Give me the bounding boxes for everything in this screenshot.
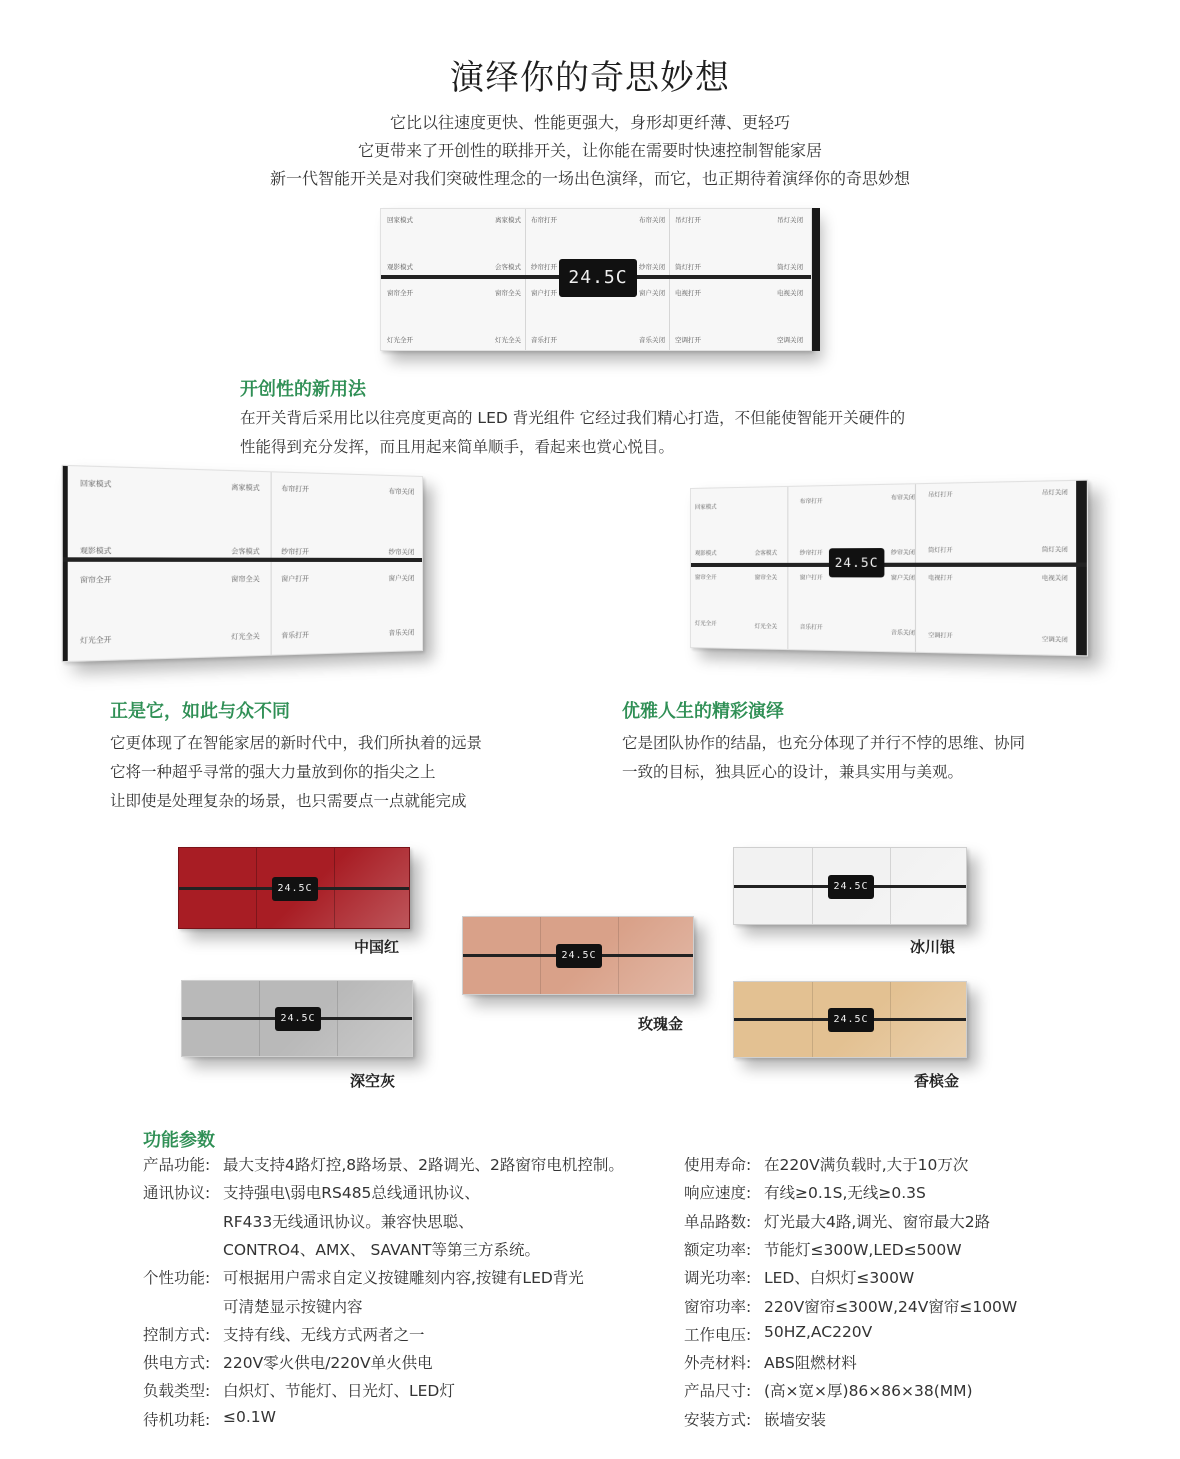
panel-key-label: 音乐打开 [281,630,309,640]
panel-key-label: 纱帘关闭 [639,263,665,271]
spec-label: 负载类型: [143,1382,211,1401]
spec-label: 通讯协议: [143,1184,211,1203]
section1-heading: 开创性的新用法 [240,379,366,400]
hero-switch-panel [380,208,812,351]
left-switch-panel [62,465,423,663]
spec-value: 支持强电\弱电RS485总线通讯协议、 [223,1184,480,1203]
mini-temperature-display: 24.5C [556,944,602,968]
panel-key-label: 音乐关闭 [890,630,915,637]
panel-key-label: 观影模式 [387,263,413,271]
panel-key-label: 筒灯关闭 [1041,547,1068,554]
panel-key-label: 吊灯打开 [928,492,953,499]
panel-key-label: 回家模式 [80,478,112,489]
spec-label: 产品功能: [143,1156,211,1174]
temperature-display: 24.5C [559,259,637,297]
panel-key-label: 音乐关闭 [639,336,665,344]
panel-key-label: 音乐关闭 [388,628,415,637]
intro-line-2: 它更带来了开创性的联排开关，让你能在需要时快速控制智能家居 [357,141,822,160]
section3-line-2: 一致的目标，独具匠心的设计，兼具实用与美观。 [622,763,964,781]
panel-key-label: 回家模式 [694,504,717,511]
panel-key-label: 布帘打开 [799,498,823,506]
panel-key-label: 纱帘打开 [281,547,309,556]
panel-key-label: 纱帘打开 [799,550,823,557]
panel-key-label: 灯光全开 [694,621,717,628]
panel-champagne [733,981,967,1058]
panel-key-label: 观影模式 [694,550,717,557]
spec-label: 待机功耗: [143,1410,211,1429]
mini-temperature-display: 24.5C [272,877,318,901]
panel-key-label: 窗户关闭 [388,574,415,583]
spec-label: 工作电压: [684,1325,752,1344]
panel-key-label: 离家模式 [231,482,260,493]
mini-temperature-display: 24.5C [828,875,874,899]
panel-key-label: 离家模式 [495,216,521,224]
panel-key-label: 回家模式 [387,216,413,224]
panel-key-label: 窗帘全开 [80,575,112,585]
spec-value: 在220V满负载时,大于10万次 [764,1156,969,1174]
panel-key-label: 电视打开 [675,289,701,297]
spec-label: 调光功率: [684,1269,752,1288]
panel-key-label: 灯光全开 [387,336,413,344]
panel-key-label: 灯光全关 [231,631,260,641]
panel-key-label: 筒灯打开 [928,547,953,555]
panel-key-label: 会客模式 [754,550,778,557]
panel-key-label: 布帘打开 [281,484,309,494]
panel-key-label: 窗户打开 [531,289,557,297]
right-switch-panel [690,480,1088,657]
spec-value: 220V窗帘≤300W,24V窗帘≤100W [764,1297,1018,1316]
spec-value: LED、白炽灯≤300W [764,1269,915,1288]
section1-line-1: 在开关背后采用比以往亮度更高的 LED 背光组件 它经过我们精心打造，不但能使智能开关硬件的 [240,409,906,427]
intro-line-3: 新一代智能开关是对我们突破性理念的一场出色演绎，而它，也正期待着演绎你的奇思妙想 [269,169,910,188]
hero-panel-edge [812,208,820,351]
spec-value: 节能灯≤300W,LED≤500W [764,1240,962,1259]
panel-key-label: 空调打开 [928,632,953,640]
panel-key-label: 窗帘全关 [495,289,521,297]
page-title: 演绎你的奇思妙想 [450,58,730,98]
color-label-champagne: 香槟金 [914,1072,960,1090]
spec-value: 220V零火供电/220V单火供电 [223,1354,433,1373]
panel-key-label: 会客模式 [495,263,521,271]
section3-heading: 优雅人生的精彩演绎 [622,701,784,722]
panel-key-label: 布帘打开 [531,216,557,224]
panel-key-label: 窗帘全开 [694,575,717,582]
panel-key-label: 布帘关闭 [388,487,415,496]
panel-key-label: 窗户关闭 [890,575,915,582]
panel-key-label: 窗帘全关 [754,575,778,582]
spec-value: CONTRO4、AMX、 SAVANT等第三方系统。 [223,1240,540,1259]
panel-key-label: 纱帘打开 [531,263,557,271]
panel-silver [733,847,967,925]
spec-label: 个性功能: [143,1269,211,1288]
spec-value: (高×宽×厚)86×86×38(MM) [764,1382,973,1401]
panel-key-label: 音乐打开 [799,624,823,632]
panel-key-label: 灯光全关 [754,623,778,631]
specs-heading: 功能参数 [143,1130,215,1151]
section2-line-1: 它更体现了在智能家居的新时代中，我们所执着的远景 [110,734,483,752]
color-label-red: 中国红 [354,938,400,956]
right-temperature-display: 24.5C [829,548,884,577]
spec-value: 白炽灯、节能灯、日光灯、LED灯 [223,1382,455,1401]
spec-value: ≤0.1W [223,1407,276,1426]
spec-value: 嵌墙安装 [764,1410,827,1429]
panel-key-label: 窗户打开 [281,574,309,583]
panel-key-label: 布帘关闭 [890,494,915,502]
panel-key-label: 吊灯关闭 [1041,489,1068,497]
spec-label: 单品路数: [684,1212,752,1231]
panel-gray [181,980,413,1057]
color-label-rose-gold: 玫瑰金 [638,1015,684,1033]
panel-key-label: 灯光全关 [495,336,521,344]
panel-key-label: 音乐打开 [531,336,557,344]
mini-temperature-display: 24.5C [275,1007,321,1031]
spec-value: 最大支持4路灯控,8路场景、2路调光、2路窗帘电机控制。 [223,1156,624,1174]
spec-label: 窗帘功率: [684,1297,752,1316]
color-label-silver: 冰川银 [910,938,956,956]
mini-temperature-display: 24.5C [828,1008,874,1032]
panel-key-label: 窗户打开 [799,575,823,582]
spec-label: 使用寿命: [684,1156,752,1174]
panel-key-label: 观影模式 [80,546,112,556]
intro-line-1: 它比以往速度更快、性能更强大，身形却更纤薄、更轻巧 [389,113,790,132]
section1-line-2: 性能得到充分发挥，而且用起来简单顺手，看起来也赏心悦目。 [240,438,675,456]
panel-key-label: 电视打开 [928,575,953,582]
panel-key-label: 空调打开 [675,336,701,344]
panel-key-label: 空调关闭 [1041,636,1068,644]
panel-key-label: 筒灯关闭 [777,263,803,271]
panel-key-label: 纱帘关闭 [890,549,915,557]
spec-value: 50HZ,AC220V [764,1322,873,1341]
spec-label: 控制方式: [143,1325,211,1344]
section3-line-1: 它是团队协作的结晶，也充分体现了并行不悖的思维、协同 [622,734,1026,752]
panel-key-label: 窗帘全关 [231,574,260,584]
panel-key-label: 吊灯打开 [675,216,701,224]
spec-value: 支持有线、无线方式两者之一 [223,1325,425,1344]
spec-value: ABS阻燃材料 [764,1354,857,1373]
section2-line-3: 让即使是处理复杂的场景，也只需要点一点就能完成 [110,792,467,810]
panel-key-label: 纱帘关闭 [388,547,415,556]
section2-line-2: 它将一种超乎寻常的强大力量放到你的指尖之上 [110,763,436,781]
panel-key-label: 窗户关闭 [639,289,665,297]
panel-key-label: 会客模式 [231,546,260,556]
panel-rose-gold [462,916,694,995]
panel-key-label: 布帘关闭 [639,216,665,224]
panel-key-label: 空调关闭 [777,336,803,344]
spec-label: 安装方式: [684,1410,752,1429]
spec-value: 可根据用户需求自定义按键雕刻内容,按键有LED背光 [223,1269,584,1288]
spec-label: 外壳材料: [684,1354,752,1373]
spec-label: 产品尺寸: [684,1382,752,1401]
panel-key-label: 灯光全开 [80,635,112,645]
panel-red [178,847,410,929]
panel-key-label: 电视关闭 [1041,575,1068,583]
spec-label: 响应速度: [684,1184,752,1203]
spec-label: 供电方式: [143,1354,211,1373]
spec-value: 有线≥0.1S,无线≥0.3S [764,1184,926,1203]
spec-label: 额定功率: [684,1240,752,1259]
panel-key-label: 窗帘全开 [387,289,413,297]
color-label-gray: 深空灰 [350,1072,396,1090]
panel-key-label: 电视关闭 [777,289,803,297]
spec-value: 灯光最大4路,调光、窗帘最大2路 [764,1212,991,1231]
spec-value: 可清楚显示按键内容 [223,1297,363,1316]
panel-key-label: 筒灯打开 [675,263,701,271]
panel-key-label: 吊灯关闭 [777,216,803,224]
section2-heading: 正是它，如此与众不同 [110,701,290,722]
spec-value: RF433无线通讯协议。兼容快思聪、 [223,1212,474,1231]
